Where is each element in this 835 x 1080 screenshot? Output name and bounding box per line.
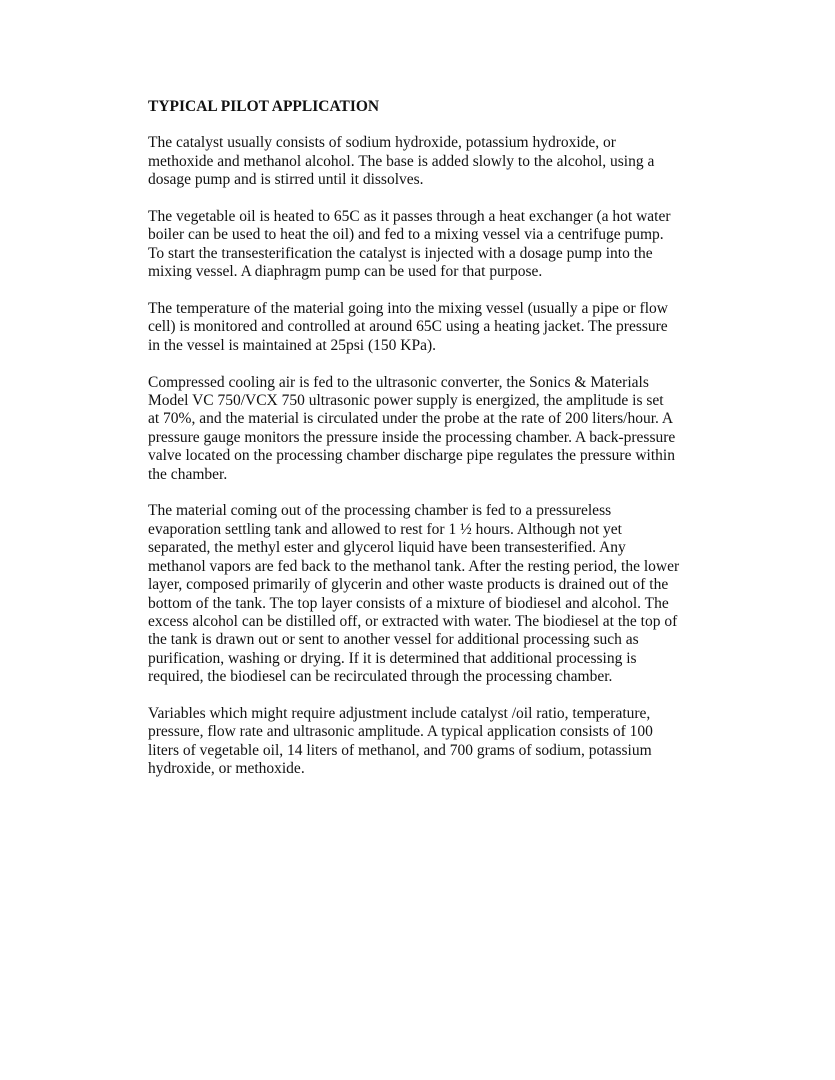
paragraph-temperature — [148, 300, 728, 355]
text-line: bottom of the tank. The top layer consists of a mixture of biodiesel and alcohol. The — [148, 594, 669, 612]
paragraph-variables — [148, 705, 728, 779]
text-line: the tank is drawn out or sent to another vessel for additional processing such as — [148, 631, 639, 649]
text-line: the chamber. — [148, 465, 228, 483]
text-line: dosage pump and is stirred until it dissolves. — [148, 171, 424, 189]
paragraph-processing-chamber — [148, 502, 728, 686]
paragraph-compressed-air — [148, 374, 728, 484]
text-line: The vegetable oil is heated to 65C as it passes through a heat exchanger (a hot water — [148, 208, 671, 226]
text-line: required, the biodiesel can be recirculated through the processing chamber. — [148, 668, 613, 686]
text-line: at 70%, and the material is circulated under the probe at the rate of 200 liters/hour. A — [148, 410, 674, 428]
text-line: methanol vapors are fed back to the methanol tank. After the resting period, the lower — [148, 557, 680, 575]
text-line: The catalyst usually consists of sodium hydroxide, potassium hydroxide, or — [148, 134, 616, 152]
text-line: separated, the methyl ester and glycerol liquid have been transesterified. Any — [148, 539, 626, 557]
paragraph-vegetable-oil — [148, 208, 728, 282]
text-line: evaporation settling tank and allowed to rest for 1 ½ hours. Although not yet — [148, 520, 622, 538]
text-line: boiler can be used to heat the oil) and fed to a mixing vessel via a centrifuge pump. — [148, 226, 664, 244]
text-line: Model VC 750/VCX 750 ultrasonic power supply is energized, the amplitude is set — [148, 392, 664, 410]
text-line: in the vessel is maintained at 25psi (150 KPa). — [148, 336, 436, 354]
text-line: methoxide and methanol alcohol. The base is added slowly to the alcohol, using a — [148, 152, 655, 170]
document-title: TYPICAL PILOT APPLICATION — [148, 98, 380, 115]
document-body — [148, 98, 728, 797]
text-line: purification, washing or drying. If it is determined that additional processing is — [148, 649, 637, 667]
text-line: Compressed cooling air is fed to the ultrasonic converter, the Sonics & Materials — [148, 373, 649, 391]
text-line: valve located on the processing chamber discharge pipe regulates the pressure within — [148, 447, 675, 465]
text-line: Variables which might require adjustment include catalyst /oil ratio, temperature, — [148, 704, 651, 722]
text-line: pressure gauge monitors the pressure inside the processing chamber. A back-pressure — [148, 428, 676, 446]
text-line: cell) is monitored and controlled at around 65C using a heating jacket. The pressure — [148, 318, 668, 336]
text-line: mixing vessel. A diaphragm pump can be used for that purpose. — [148, 263, 543, 281]
text-line: The material coming out of the processing chamber is fed to a pressureless — [148, 502, 612, 520]
text-line: liters of vegetable oil, 14 liters of methanol, and 700 grams of sodium, potassium — [148, 741, 652, 759]
text-line: The temperature of the material going into the mixing vessel (usually a pipe or flow — [148, 300, 668, 318]
paragraph-catalyst — [148, 134, 728, 189]
text-line: pressure, flow rate and ultrasonic amplitude. A typical application consists of 100 — [148, 723, 653, 741]
text-line: layer, composed primarily of glycerin and other waste products is drained out of the — [148, 576, 669, 594]
text-line: excess alcohol can be distilled off, or extracted with water. The biodiesel at the top of — [148, 612, 678, 630]
text-line: To start the transesterification the catalyst is injected with a dosage pump into the — [148, 244, 653, 262]
text-line: hydroxide, or methoxide. — [148, 760, 305, 778]
